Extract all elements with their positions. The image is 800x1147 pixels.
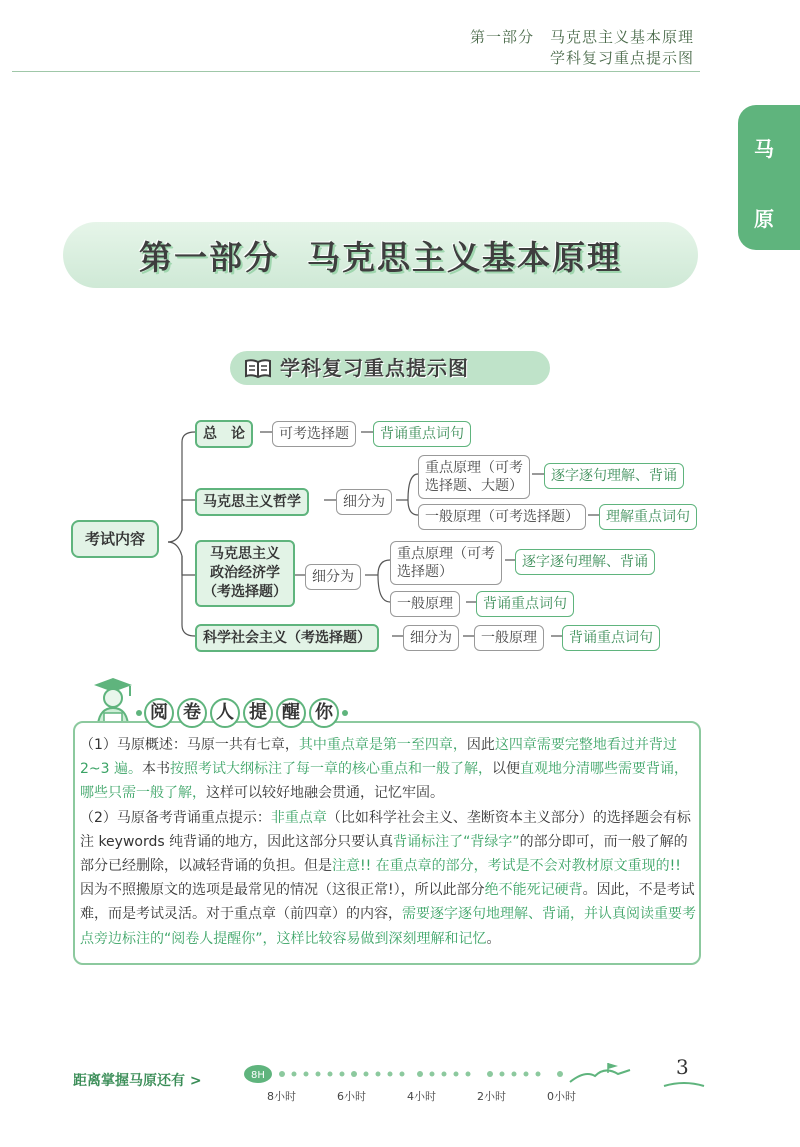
text-run-green: 其中重点章是第一至四章， xyxy=(298,737,467,753)
branch-general-mid: 可考选择题 xyxy=(272,421,356,447)
mindmap-root-exam-content: 考试内容 xyxy=(71,520,159,558)
philosophy-general-principle: 一般原理（可考选择题） xyxy=(418,504,586,530)
economy-key-principle xyxy=(390,541,502,585)
branch-philosophy: 马克思主义哲学 xyxy=(195,488,309,516)
text-run: （比如科学社会主义、垄断资本主义部分）的选择题会有标注 keywords 纯背诵的地方，因此这部分只要认真 xyxy=(80,809,691,850)
sub-title: 学科复习重点提示图 xyxy=(280,356,469,380)
reminder-paragraph-1 xyxy=(80,733,696,806)
text-run-green: 直观地分清哪些需要背诵，哪些只需一般了解， xyxy=(80,761,688,802)
hour-marker: 8小时 xyxy=(267,1090,296,1103)
text-run: （2）马原备考背诵重点提示： xyxy=(80,809,271,826)
title-char: 你 xyxy=(309,698,339,728)
title-char: 提 xyxy=(243,698,273,728)
text-run: 。 xyxy=(486,930,501,947)
title-dot xyxy=(136,710,142,716)
reminder-paragraph-2 xyxy=(80,806,696,951)
page-number-swoosh xyxy=(662,1080,706,1090)
branch-general-action: 背诵重点词句 xyxy=(373,421,471,447)
header-chapter: 第一部分 马克思主义基本原理 xyxy=(469,28,694,46)
branch-political-economy-mid: 细分为 xyxy=(305,564,361,590)
title-char: 醒 xyxy=(276,698,306,728)
text-run-green: 需要逐字逐句地理解、背诵，并认真阅读重要考点旁边标注的“阅卷人提醒你”，这样比较容易做到深刻理解和记忆 xyxy=(80,906,696,947)
text-run-green: 注意!! 在重点章的部分，考试是不会对教材原文重现的!! xyxy=(332,858,681,875)
hour-marker: 6小时 xyxy=(337,1090,366,1103)
reminder-text xyxy=(80,733,696,951)
economy-key-action: 逐字逐句理解、背诵 xyxy=(515,549,655,575)
hours-progress-track xyxy=(240,1060,640,1088)
branch-socialism-mid: 细分为 xyxy=(403,625,459,651)
title-char: 人 xyxy=(210,698,240,728)
branch-political-economy xyxy=(195,540,295,607)
branch-general: 总 论 xyxy=(195,420,253,448)
branch-scientific-socialism: 科学社会主义（考选择题） xyxy=(195,624,379,652)
title-char: 卷 xyxy=(177,698,207,728)
hour-marker: 0小时 xyxy=(547,1090,576,1103)
reviewer-mascot-icon xyxy=(90,676,136,726)
node-line: 马克思主义 xyxy=(210,546,280,562)
node-line: 政治经济学 xyxy=(210,565,280,581)
title-dot xyxy=(342,710,348,716)
side-tab-char: 原 xyxy=(754,207,774,231)
hour-marker: 4小时 xyxy=(407,1090,436,1103)
text-run-green: 非重点章 xyxy=(270,809,327,826)
text-run-green: 这四章需要完整地看过并背过 2~3 遍。 xyxy=(80,737,677,778)
node-line: 重点原理（可考 xyxy=(397,546,495,562)
text-run: 。因此，不是考试难，而是考试灵活。对于重点章（前四章）的内容， xyxy=(80,882,695,923)
text-run: 这样可以较好地融会贯通，记忆牢固。 xyxy=(206,785,444,802)
progress-start-badge: 8H xyxy=(251,1070,265,1081)
philosophy-general-action: 理解重点词句 xyxy=(599,504,697,530)
text-run-green: 按照考试大纲标注了每一章的核心重点和一般了解， xyxy=(170,761,492,778)
text-run-green: 背诵标注了“背绿字” xyxy=(393,833,520,850)
text-run: 本书 xyxy=(142,761,170,778)
part-title: 马克思主义基本原理 xyxy=(307,237,622,277)
progress-label: 距离掌握马原还有 > xyxy=(73,1073,202,1089)
text-run: 因此 xyxy=(466,737,495,753)
title-char: 阅 xyxy=(144,698,174,728)
text-run: 因为不照搬原文的选项是最常见的情况（这很正常!），所以此部分 xyxy=(80,882,485,899)
branch-philosophy-mid: 细分为 xyxy=(336,489,392,515)
socialism-general-principle: 一般原理 xyxy=(474,625,544,651)
node-line: 选择题、大题） xyxy=(425,478,523,494)
economy-general-principle: 一般原理 xyxy=(390,591,460,617)
philosophy-key-principle xyxy=(418,455,530,499)
socialism-general-action: 背诵重点词句 xyxy=(562,625,660,651)
side-tab-char: 马 xyxy=(754,137,774,161)
text-run: （1）马原概述：马原一共有七章， xyxy=(80,737,299,753)
text-run-green: 绝不能死记硬背 xyxy=(484,882,583,899)
part-label: 第一部分 xyxy=(139,237,279,277)
header-section: 学科复习重点提示图 xyxy=(549,49,694,67)
node-line: 选择题） xyxy=(397,564,453,580)
text-run: 的部分即可，而一般了解的部分已经删除，以减轻背诵的负担。但是 xyxy=(80,833,688,875)
economy-general-action: 背诵重点词句 xyxy=(476,591,574,617)
text-run: 以便 xyxy=(492,761,520,778)
page-number: 3 xyxy=(676,1055,689,1079)
hour-marker: 2小时 xyxy=(477,1090,506,1103)
node-line: 重点原理（可考 xyxy=(425,460,523,476)
philosophy-key-action: 逐字逐句理解、背诵 xyxy=(544,463,684,489)
node-line: （考选择题） xyxy=(203,584,287,600)
